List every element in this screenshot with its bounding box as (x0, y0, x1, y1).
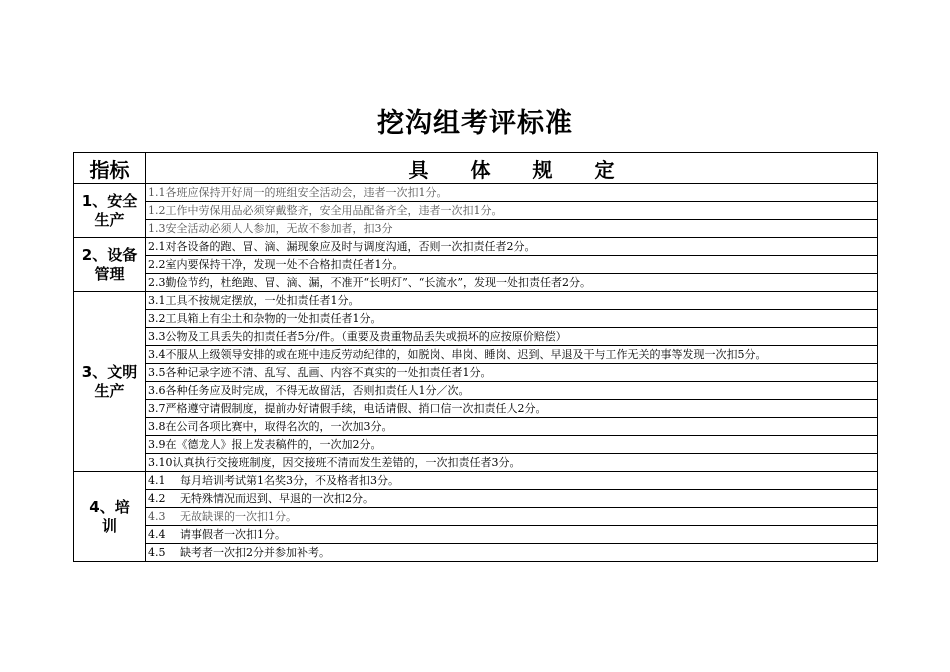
rule-item: 4.1 每月培训考试第1名奖3分，不及格者扣3分。 (146, 472, 878, 490)
table-row (74, 472, 878, 490)
table-row (74, 202, 878, 220)
category-cell (74, 184, 146, 238)
rules-header-char: 具 (408, 157, 429, 182)
rule-item: 3.5各种记录字迹不清、乱写、乱画、内容不真实的一处扣责任者1分。 (146, 364, 878, 382)
table-row (74, 436, 878, 454)
rule-item: 3.7严格遵守请假制度，提前办好请假手续，电话请假、捎口信一次扣责任人2分。 (146, 400, 878, 418)
table-row (74, 454, 878, 472)
category-name-line: 生产 (94, 210, 125, 229)
category-cell (74, 292, 146, 472)
table-row (74, 256, 878, 274)
category-cell (74, 472, 146, 562)
rule-item: 3.3公物及工具丢失的扣责任者5分/件。（重要及贵重物品丢失或损坏的应按原价赔偿） (146, 328, 878, 346)
category-name-line: 训 (101, 516, 117, 535)
rules-header-char: 规 (532, 157, 553, 182)
table-row (74, 508, 878, 526)
rule-item: 4.2 无特殊情况而迟到、早退的一次扣2分。 (146, 490, 878, 508)
rule-item: 2.3勤俭节约，杜绝跑、冒、滴、漏，不准开“长明灯”、“长流水”，发现一处扣责任者2分。 (146, 274, 878, 292)
rule-item: 4.4 请事假者一次扣1分。 (146, 526, 878, 544)
table-row (74, 400, 878, 418)
rules-header-char: 定 (594, 157, 615, 182)
rule-item: 1.2工作中劳保用品必须穿戴整齐，安全用品配备齐全，违者一次扣1分。 (146, 202, 878, 220)
category-cell (74, 238, 146, 292)
rules-header (146, 153, 878, 184)
indicator-header: 指标 (74, 153, 146, 184)
table-row (74, 346, 878, 364)
table-row (74, 274, 878, 292)
table-row (74, 292, 878, 310)
rule-item: 2.2室内要保持干净，发现一处不合格扣责任者1分。 (146, 256, 878, 274)
rule-item: 4.3 无故缺课的一次扣1分。 (146, 508, 878, 526)
table-row (74, 490, 878, 508)
table-row (74, 544, 878, 562)
table-row (74, 382, 878, 400)
table-row (74, 238, 878, 256)
rules-header-char: 体 (470, 157, 491, 182)
table-row (74, 184, 878, 202)
rule-item: 3.4不服从上级领导安排的或在班中违反劳动纪律的，如脱岗、串岗、睡岗、迟到、早退及干与工作无关的事等发现一次扣5分。 (146, 346, 878, 364)
table-header-row (74, 153, 878, 184)
rule-item: 3.10认真执行交接班制度，因交接班不清而发生差错的，一次扣责任者3分。 (146, 454, 878, 472)
rule-item: 3.9在《德龙人》报上发表稿件的，一次加2分。 (146, 436, 878, 454)
category-name-line: 3、文明 (81, 362, 138, 381)
rule-item: 3.6各种任务应及时完成，不得无故留活，否则扣责任人1分／次。 (146, 382, 878, 400)
category-name-line: 生产 (94, 381, 125, 400)
table-row (74, 310, 878, 328)
table-row (74, 526, 878, 544)
table-row (74, 418, 878, 436)
category-name-line: 1、安全 (81, 191, 138, 210)
rule-item: 3.1工具不按规定摆放，一处扣责任者1分。 (146, 292, 878, 310)
rule-item: 1.1各班应保持开好周一的班组安全活动会，违者一次扣1分。 (146, 184, 878, 202)
category-name-line: 4、培 (89, 497, 130, 516)
page-title: 挖沟组考评标准 (377, 108, 573, 139)
rule-item: 4.5 缺考者一次扣2分并参加补考。 (146, 544, 878, 562)
table-row (74, 220, 878, 238)
evaluation-standards-table (73, 152, 878, 562)
table-row (74, 328, 878, 346)
category-name-line: 2、设备 (81, 245, 138, 264)
rule-item: 1.3安全活动必须人人参加，无故不参加者，扣3分 (146, 220, 878, 238)
category-name-line: 管理 (94, 264, 125, 283)
rule-item: 3.8在公司各项比赛中，取得名次的，一次加3分。 (146, 418, 878, 436)
table-row (74, 364, 878, 382)
rule-item: 2.1对各设备的跑、冒、滴、漏现象应及时与调度沟通，否则一次扣责任者2分。 (146, 238, 878, 256)
rule-item: 3.2工具箱上有尘土和杂物的一处扣责任者1分。 (146, 310, 878, 328)
